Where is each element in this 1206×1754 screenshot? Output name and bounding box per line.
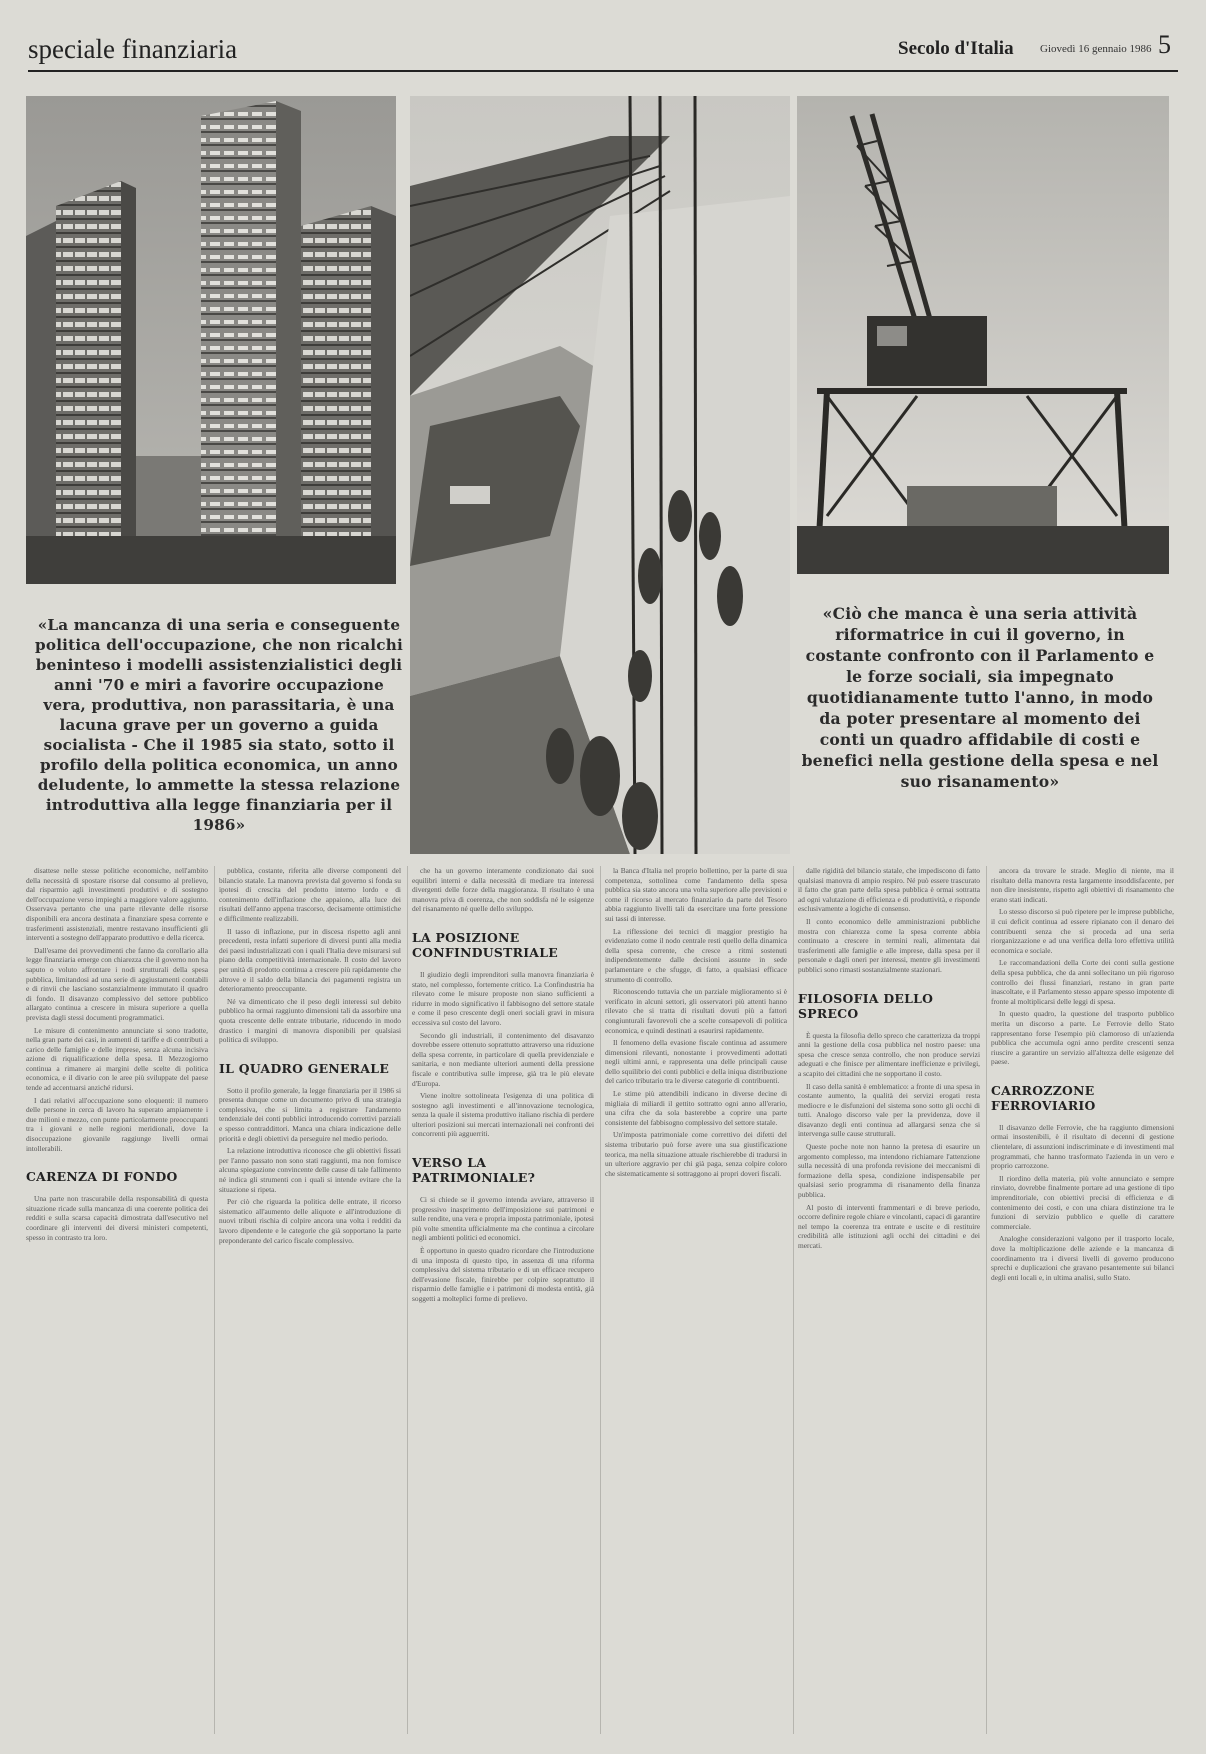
paragraph: Riconoscendo tuttavia che un parziale miglioramento si è verificato in alcuni settori, gli osservatori più attenti hanno rilevato che si tratta di risultati dovuti più a fattori congiunturali favorevoli che a scelte consapevoli di politica economica, e quindi destinati a esaurirsi rapidamente.: [605, 987, 787, 1035]
paragraph: È opportuno in questo quadro ricordare che l'introduzione di una imposta di questo tipo, in assenza di una riforma complessiva del sistema tributario e di un efficace recupero dell'evasione fiscale, finirebbe per colpire soprattutto il risparmio delle famiglie e i patrimoni di modesta entità, già soggetti a molteplici forme di prelievo.: [412, 1246, 594, 1303]
photo-train-platform: [410, 96, 790, 854]
page-number: 5: [1158, 30, 1171, 59]
paragraph: È questa la filosofia dello spreco che caratterizza da troppi anni la gestione della cosa pubblica nel nostro paese: una spesa che cresce senza controllo, che non produce servizi adeguati e che finisce per alimentare inefficienze e privilegi, a scapito dei cittadini che ne sopportano il costo.: [798, 1030, 980, 1078]
paragraph: Viene inoltre sottolineata l'esigenza di una politica di sostegno agli investimenti e all'innovazione tecnologica, senza la quale il sistema produttivo italiano rischia di perdere ulteriori posizioni sui mercati internazionali nei confronti dei concorrenti più agguerriti.: [412, 1091, 594, 1139]
paragraph: Queste poche note non hanno la pretesa di esaurire un argomento complesso, ma intendono richiamare l'attenzione sulla necessità di una profonda revisione dei meccanismi di formazione della spesa, condizione indispensabile per qualsiasi serio programma di risanamento della finanza pubblica.: [798, 1142, 980, 1200]
paragraph: Il riordino della materia, più volte annunciato e sempre rinviato, dovrebbe finalmente portare ad una gestione di tipo imprenditoriale, con obiettivi precisi di efficienza e di contenimento dei costi, e con una chiara distinzione tra le funzioni di servizio pubblico e quelle di carattere commerciale.: [991, 1173, 1174, 1231]
pull-quote-right: «Ciò che manca è una seria attività riformatrice in cui il governo, in costante confronto con il Parlamento e le forze sociali, sia impegnato quotidianamente tutto l'anno, in modo da poter presentare al momento dei conti un quadro affidabile di costi e benefici nella gestione della spesa e nel suo risanamento»: [801, 604, 1159, 791]
text-column-5: [798, 866, 980, 1734]
newspaper-name: Secolo d'Italia: [898, 38, 1014, 59]
photo-port-crane: [797, 96, 1169, 574]
paragraph: disattese nelle stesse politiche economiche, nell'ambito della necessità di spostare risorse dal consumo al prelievo, dal risparmio agli investimenti produttivi e di sostegno dell'occupazione verso impieghi a maggiore valore aggiunto. Osservava pertanto che una parte rilevante delle risorse disponibili era ancora destinata a finanziare spesa corrente e trasferimenti assistenziali, mentre restavano insufficienti gli interventi a sostegno dell'apparato produttivo e della ricerca.: [26, 866, 208, 943]
subheading-spreco: FILOSOFIA DELLO SPRECO: [798, 990, 934, 1021]
masthead: [28, 28, 1178, 72]
paragraph: Il fenomeno della evasione fiscale continua ad assumere dimensioni rilevanti, nonostante i provvedimenti adottati negli ultimi anni, e rappresenta una delle principali cause dello squilibrio dei conti pubblici e della iniqua distribuzione del carico tributario tra le diverse categorie di contribuenti.: [605, 1038, 787, 1086]
paragraph: Dall'esame dei provvedimenti che fanno da corollario alla legge finanziaria emerge con chiarezza che il governo non ha saputo o voluto affrontare i nodi strutturali della spesa pubblica, limitandosi ad una serie di aggiustamenti contabili e di rinvii che lasciano sostanzialmente immutato il quadro di fondo. Il disavanzo complessivo del settore pubblico allargato continua a crescere in misura superiore a quella prevista dagli stessi documenti programmatici.: [26, 945, 208, 1022]
paragraph: Il tasso di inflazione, pur in discesa rispetto agli anni precedenti, resta infatti superiore di diversi punti alla media dei paesi industrializzati con i quali l'Italia deve misurarsi sul piano della competitività internazionale. Il costo del lavoro per unità di prodotto continua a crescere più rapidamente che altrove e il saldo della bilancia dei pagamenti registra un deterioramento preoccupante.: [219, 926, 401, 994]
section-title: speciale finanziaria: [28, 34, 238, 64]
paragraph: La relazione introduttiva riconosce che gli obiettivi fissati per l'anno passato non sono stati raggiunti, ma non fornisce alcuna spiegazione convincente delle cause di tale fallimento né indica gli strumenti con i quali si intende evitare che la situazione si ripeta.: [219, 1146, 401, 1194]
text-column-6: [991, 866, 1174, 1734]
paragraph: La riflessione dei tecnici di maggior prestigio ha evidenziato come il nodo centrale resti quello della dinamica della spesa corrente, che cresce a ritmi sostenuti indipendentemente dalle decisioni assunte in sede parlamentare e che sfugge, di fatto, a qualsiasi efficace strumento di controllo.: [605, 926, 787, 984]
paragraph: Le misure di contenimento annunciate si sono tradotte, nella gran parte dei casi, in aumenti di tariffe e di contributi a carico delle famiglie e delle imprese, senza alcuna incisiva azione di riqualificazione della spesa. Il Mezzogiorno continua a rimanere ai margini delle scelte di politica economica, e il divario con le aree più sviluppate del paese tende ad accentuarsi anziché ridursi.: [26, 1025, 208, 1093]
subheading-patrimoniale: VERSO LA PATRIMONIALE?: [412, 1155, 536, 1186]
paragraph: che ha un governo interamente condizionato dai suoi equilibri interni e dalla necessità di mediare tra interessi divergenti delle forze della maggioranza. Il risultato è una manovra priva di coerenza, che non soddisfa né le esigenze del risanamento né quelle dello sviluppo.: [412, 866, 594, 914]
paragraph: Il caso della sanità è emblematico: a fronte di una spesa in costante aumento, la qualità dei servizi erogati resta mediocre e le disfunzioni del sistema sono sotto gli occhi di tutti. Analogo discorso vale per la previdenza, dove il disavanzo degli enti continua ad allargarsi senza che si intervenga sulle cause strutturali.: [798, 1081, 980, 1139]
paragraph: ancora da trovare le strade. Meglio di niente, ma il risultato della manovra resta largamente insoddisfacente, per non dire inesistente, rispetto agli obiettivi di risanamento che erano stati indicati.: [991, 866, 1174, 904]
subheading-quadro: IL QUADRO GENERALE: [219, 1060, 390, 1076]
text-column-2: [219, 866, 401, 1734]
paragraph: Analoghe considerazioni valgono per il trasporto locale, dove la moltiplicazione delle aziende e la mancanza di coordinamento tra i diversi livelli di governo producono sprechi e duplicazioni che gravano pesantemente sui bilanci degli enti locali e, in ultima analisi, sullo Stato.: [991, 1234, 1174, 1282]
text-column-1: [26, 866, 208, 1734]
paragraph: Il conto economico delle amministrazioni pubbliche mostra con chiarezza come la spesa corrente abbia continuato a crescere in termini reali, alimentata dai trasferimenti alle famiglie e alle imprese, dalla spesa per il personale e dagli oneri per interessi, mentre gli investimenti pubblici sono rimasti sostanzialmente stazionari.: [798, 916, 980, 974]
paragraph: dalle rigidità del bilancio statale, che impediscono di fatto qualsiasi manovra di ampio respiro. Né può essere trascurato il fatto che gran parte della spesa pubblica è ormai sottratta ad ogni valutazione di efficienza e di produttività, e risponde esclusivamente a logiche di consenso.: [798, 866, 980, 914]
paragraph: Le raccomandazioni della Corte dei conti sulla gestione della spesa pubblica, che da anni sollecitano un più rigoroso controllo dei flussi finanziari, restano in gran parte inascoltate, e il Parlamento stesso appare spesso impotente di fronte al moltiplicarsi delle leggi di spesa.: [991, 958, 1174, 1006]
pull-quote-left: «La mancanza di una seria e conseguente politica dell'occupazione, che non ricalchi beninteso i modelli assistenzialistici degli anni '70 e miri a favorire occupazione vera, produttiva, non parassitaria, è una lacuna grave per un governo a guida socialista - Che il 1985 sia stato, sotto il profilo della politica economica, un anno deludente, lo ammette la stessa relazione introduttiva alla legge finanziaria per il 1986»: [35, 616, 403, 834]
text-column-4: [605, 866, 787, 1734]
subheading-confindustriale: LA POSIZIONE CONFINDUSTRIALE: [412, 929, 558, 960]
paragraph: Sotto il profilo generale, la legge finanziaria per il 1986 si presenta dunque come un documento privo di una strategia complessiva, che si limita a registrare l'andamento tendenziale dei conti pubblici introducendo correttivi parziali e spesso contraddittori. Manca una chiara indicazione delle priorità e degli obiettivi da perseguire nel medio periodo.: [219, 1085, 401, 1143]
paragraph: Una parte non trascurabile della responsabilità di questa situazione ricade sulla mancanza di una coerente politica dei redditi e sulla scarsa capacità dimostrata dall'esecutivo nel coordinare gli interventi dei diversi ministeri competenti, spesso in contrasto tra loro.: [26, 1194, 208, 1242]
paragraph: Il giudizio degli imprenditori sulla manovra finanziaria è stato, nel complesso, fortemente critico. La Confindustria ha rilevato come le misure proposte non siano sufficienti a ridurre in modo significativo il fabbisogno del settore statale e come il peso crescente degli oneri sociali gravi in misura eccessiva sul costo del lavoro.: [412, 969, 594, 1027]
paragraph: Un'imposta patrimoniale come correttivo dei difetti del sistema tributario può forse avere una sua giustificazione teorica, ma nella situazione attuale rischierebbe di tradursi in un ulteriore aggravio per chi già paga, senza colpire coloro che sistematicamente si sottraggono ai propri doveri fiscali.: [605, 1130, 787, 1178]
article-body: [26, 866, 1174, 1734]
subheading-carrozzone: CARROZZONE FERROVIARIO: [991, 1082, 1096, 1113]
paragraph: I dati relativi all'occupazione sono eloquenti: il numero delle persone in cerca di lavoro ha superato ampiamente i due milioni e mezzo, con punte particolarmente preoccupanti tra i giovani e nelle regioni meridionali, dove la disoccupazione giovanile raggiunge livelli ormai intollerabili.: [26, 1095, 208, 1153]
text-column-3: [412, 866, 594, 1734]
paragraph: Al posto di interventi frammentari e di breve periodo, occorre definire regole chiare e vincolanti, capaci di garantire nel tempo la coerenza tra entrate e uscite e di restituire credibilità alle istituzioni agli occhi dei cittadini e dei mercati.: [798, 1202, 980, 1250]
paragraph: pubblica, costante, riferita alle diverse componenti del bilancio statale. La manovra prevista dal governo si fonda su ipotesi di crescita del prodotto interno lordo e di contenimento dell'inflazione che appaiono, alla luce dei risultati dell'anno appena trascorso, decisamente ottimistiche e difficilmente realizzabili.: [219, 866, 401, 923]
paragraph: Il disavanzo delle Ferrovie, che ha raggiunto dimensioni ormai insostenibili, è il risultato di decenni di gestione clientelare, di assunzioni indiscriminate e di investimenti mal programmati, che hanno trasformato l'azienda in un vero e proprio carrozzone.: [991, 1122, 1174, 1171]
subheading-carenza: CARENZA DI FONDO: [26, 1169, 178, 1185]
paragraph: Lo stesso discorso si può ripetere per le imprese pubbliche, il cui deficit continua ad essere ripianato con il denaro dei contribuenti senza che si proceda ad una seria riorganizzazione e ad una verifica della loro effettiva utilità economica e sociale.: [991, 907, 1174, 955]
paragraph: Ci si chiede se il governo intenda avviare, attraverso il progressivo inasprimento dell'imposizione sui patrimoni e sulle rendite, una vera e propria imposta patrimoniale, ipotesi più volte smentita ufficialmente ma che continua a circolare negli ambienti politici ed economici.: [412, 1195, 594, 1243]
paragraph: In questo quadro, la questione del trasporto pubblico merita un discorso a parte. Le Ferrovie dello Stato rappresentano forse l'esempio più clamoroso di un'azienda pubblica che accumula ogni anno perdite crescenti senza riuscire a garantire un servizio all'altezza delle esigenze del paese.: [991, 1009, 1174, 1067]
issue-date: Giovedì 16 gennaio 1986: [1040, 43, 1152, 55]
paragraph: Per ciò che riguarda la politica delle entrate, il ricorso sistematico all'aumento delle aliquote e all'introduzione di nuovi tributi rischia di colpire ancora una volta i redditi da lavoro dipendente e le categorie che già sopportano la parte preponderante del carico fiscale complessivo.: [219, 1197, 401, 1245]
paragraph: Né va dimenticato che il peso degli interessi sul debito pubblico ha ormai raggiunto dimensioni tali da assorbire una quota crescente delle entrate tributarie, riducendo in modo drastico i margini di manovra disponibili per qualsiasi politica di sviluppo.: [219, 996, 401, 1045]
paragraph: Secondo gli industriali, il contenimento del disavanzo dovrebbe essere ottenuto soprattutto attraverso una riduzione della spesa corrente, in particolare di quella previdenziale e sanitaria, e non mediante ulteriori aumenti della pressione fiscale e contributiva sulle imprese, già tra le più elevate d'Europa.: [412, 1030, 594, 1088]
photo-apartment-towers: [26, 96, 396, 584]
paragraph: Le stime più attendibili indicano in diverse decine di migliaia di miliardi il gettito sottratto ogni anno all'erario, una cifra che da sola basterebbe a coprire una parte consistente del fabbisogno complessivo del settore statale.: [605, 1089, 787, 1127]
paragraph: la Banca d'Italia nel proprio bollettino, per la parte di sua competenza, sottolinea come l'andamento della spesa pubblica sia stato ancora una volta superiore alle previsioni e come il ricorso al mercato finanziario da parte del Tesoro abbia raggiunto livelli tali da esercitare una forte pressione sui tassi di interesse.: [605, 866, 787, 923]
